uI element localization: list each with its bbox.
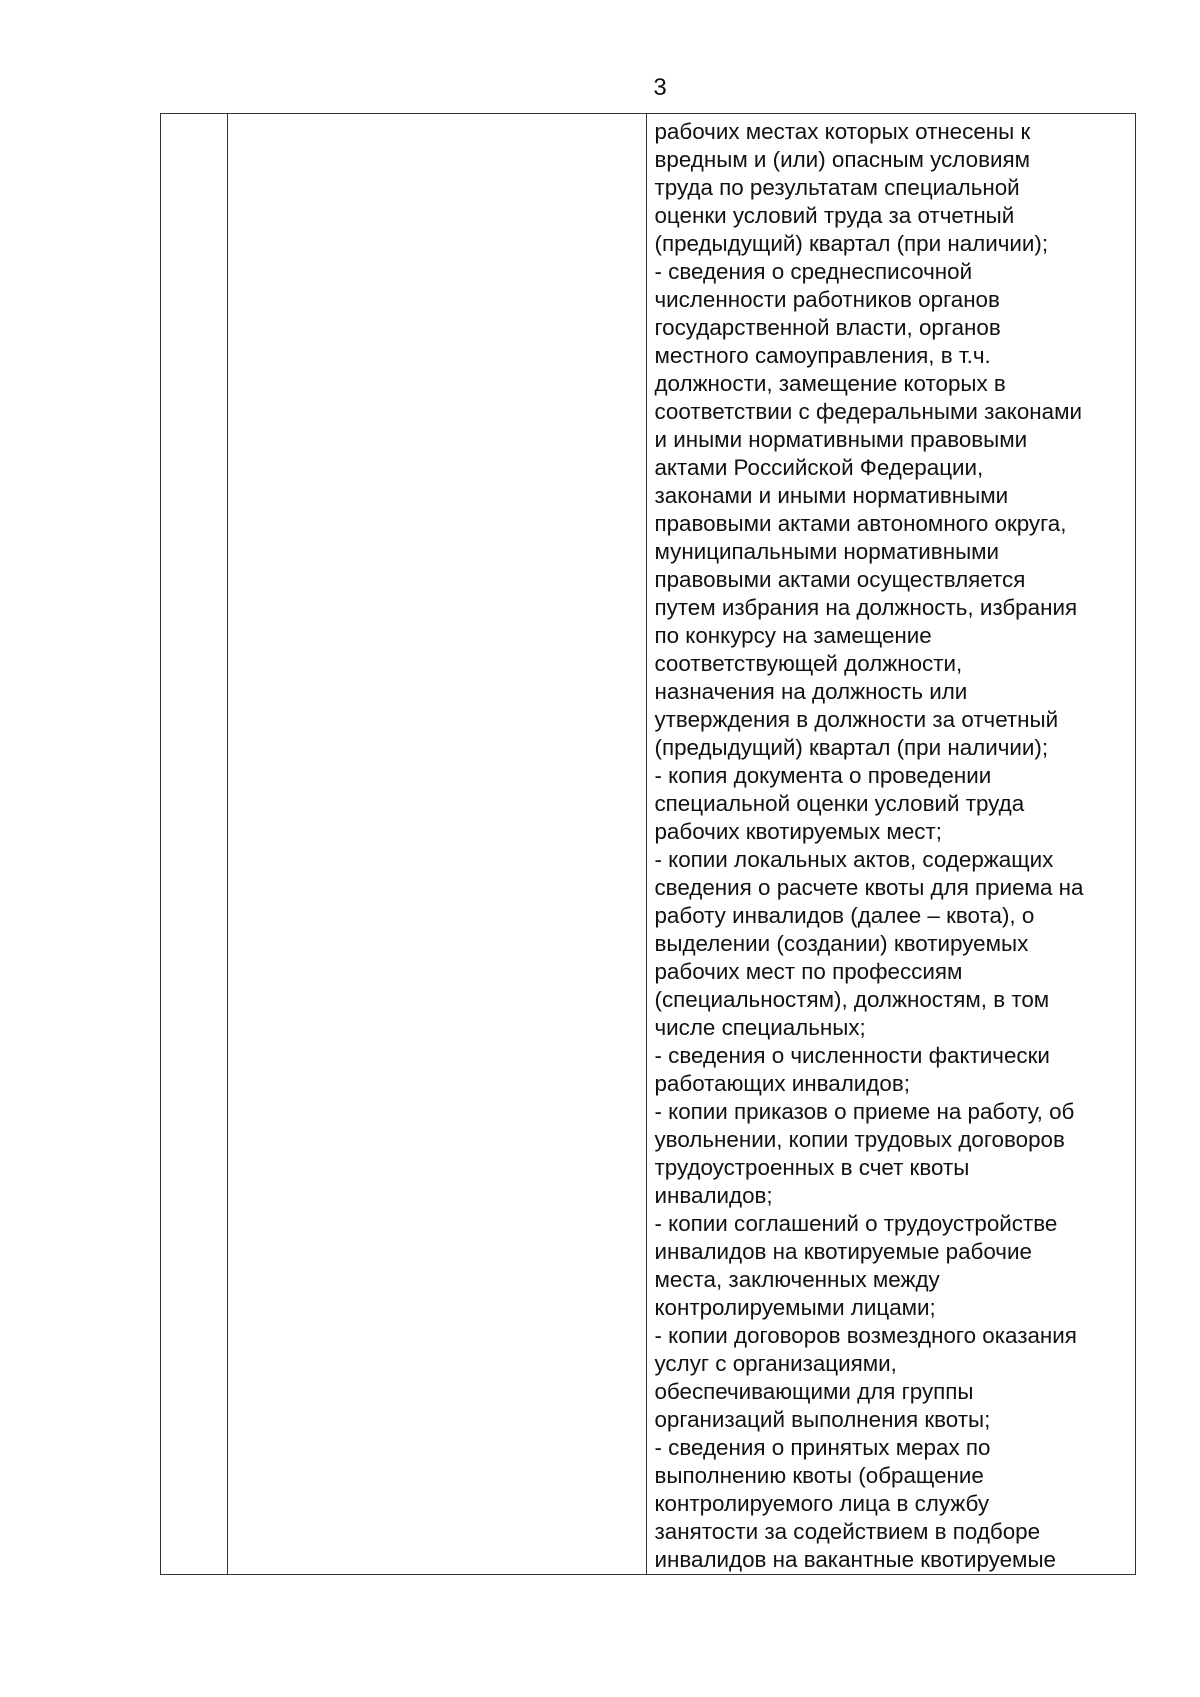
text-line: труда по результатам специальной (654, 175, 1020, 200)
text-line: выделении (создании) квотируемых (654, 931, 1029, 956)
text-line: увольнении, копии трудовых договоров (654, 1127, 1065, 1152)
documents-text (647, 114, 1135, 1574)
table-cell-name (228, 114, 647, 1575)
text-line: - копии соглашений о трудоустройстве (654, 1211, 1058, 1236)
table-cell-documents (647, 114, 1136, 1575)
text-line: муниципальными нормативными (654, 539, 1000, 564)
text-line: должности, замещение которых в (654, 371, 1006, 396)
text-line: численности работников органов (654, 287, 1000, 312)
text-line: правовыми актами осуществляется (654, 567, 1026, 592)
text-line: - копии локальных актов, содержащих (654, 847, 1054, 872)
text-line: инвалидов на квотируемые рабочие (654, 1239, 1032, 1264)
text-line: утверждения в должности за отчетный (654, 707, 1059, 732)
text-line: организаций выполнения квоты; (654, 1407, 991, 1432)
text-line: (предыдущий) квартал (при наличии); (654, 231, 1049, 256)
text-line: по конкурсу на замещение (654, 623, 932, 648)
text-line: - сведения о среднесписочной (654, 259, 973, 284)
text-line: трудоустроенных в счет квоты (654, 1155, 970, 1180)
text-line: работу инвалидов (далее – квота), о (654, 903, 1035, 928)
text-line: (предыдущий) квартал (при наличии); (654, 735, 1049, 760)
text-line: вредным и (или) опасным условиям (654, 147, 1030, 172)
text-line: - сведения о численности фактически (654, 1043, 1050, 1068)
text-line: рабочих местах которых отнесены к (654, 119, 1031, 144)
text-line: соответствии с федеральными законами (654, 399, 1083, 424)
text-line: законами и иными нормативными (654, 483, 1009, 508)
text-line: соответствующей должности, (654, 651, 963, 676)
text-line: путем избрания на должность, избрания (654, 595, 1078, 620)
table-cell-number (161, 114, 228, 1575)
text-line: занятости за содействием в подборе (654, 1519, 1041, 1544)
text-line: государственной власти, органов (654, 315, 1001, 340)
text-line: числе специальных; (654, 1015, 866, 1040)
text-line: места, заключенных между (654, 1267, 940, 1292)
text-line: местного самоуправления, в т.ч. (654, 343, 991, 368)
text-line: выполнению квоты (обращение (654, 1463, 984, 1488)
text-line: - копии договоров возмездного оказания (654, 1323, 1077, 1348)
text-line: и иными нормативными правовыми (654, 427, 1028, 452)
text-line: обеспечивающими для группы (654, 1379, 974, 1404)
text-line: - сведения о принятых мерах по (654, 1435, 991, 1460)
text-line: сведения о расчете квоты для приема на (654, 875, 1084, 900)
text-line: работающих инвалидов; (654, 1071, 910, 1096)
text-line: инвалидов на вакантные квотируемые (654, 1547, 1056, 1572)
text-line: рабочих квотируемых мест; (654, 819, 942, 844)
text-line: (специальностям), должностям, в том (654, 987, 1050, 1012)
text-line: актами Российской Федерации, (654, 455, 984, 480)
text-line: рабочих мест по профессиям (654, 959, 963, 984)
text-line: правовыми актами автономного округа, (654, 511, 1067, 536)
table-row (161, 114, 1136, 1575)
text-line: - копия документа о проведении (654, 763, 992, 788)
page-number: 3 (653, 74, 667, 101)
text-line: оценки условий труда за отчетный (654, 203, 1015, 228)
text-line: назначения на должность или (654, 679, 968, 704)
text-line: контролируемыми лицами; (654, 1295, 936, 1320)
document-table (160, 113, 1136, 1575)
text-line: - копии приказов о приеме на работу, об (654, 1099, 1075, 1124)
text-line: услуг с организациями, (654, 1351, 897, 1376)
text-line: специальной оценки условий труда (654, 791, 1025, 816)
text-line: контролируемого лица в службу (654, 1491, 990, 1516)
text-line: инвалидов; (654, 1183, 773, 1208)
